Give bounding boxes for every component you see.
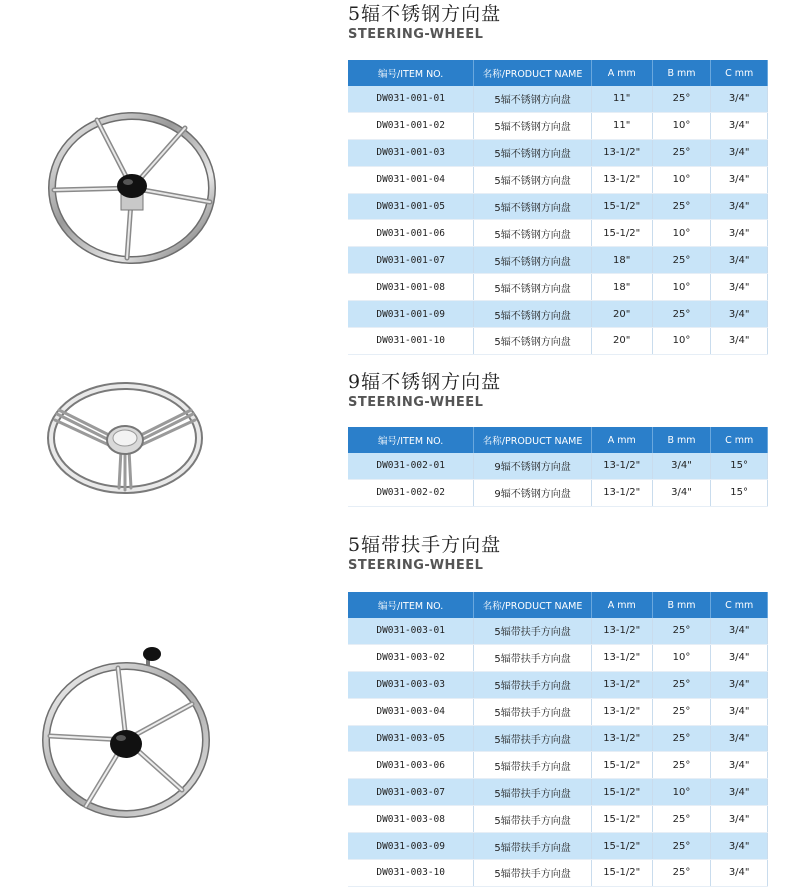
col-c-cell: 3/4" bbox=[711, 112, 768, 139]
section-title-en: STEERING-WHEEL bbox=[348, 27, 484, 42]
col-a-cell: 13-1/2" bbox=[591, 166, 652, 193]
col-product-name-cell: 5辐带扶手方向盘 bbox=[474, 779, 591, 806]
col-item-no-cell: DW031-003-09 bbox=[348, 833, 474, 860]
col-item-no-cell: DW031-003-06 bbox=[348, 752, 474, 779]
col-a-cell: 18" bbox=[591, 274, 652, 301]
col-b-cell: 10° bbox=[652, 644, 711, 671]
col-item-no-cell: DW031-003-03 bbox=[348, 671, 474, 698]
col-product-name-cell: 5辐带扶手方向盘 bbox=[474, 671, 591, 698]
col-product-name-cell: 5辐带扶手方向盘 bbox=[474, 618, 591, 644]
table-header-row bbox=[348, 592, 768, 618]
col-b-cell: 25° bbox=[652, 618, 711, 644]
col-item-no-cell: DW031-003-01 bbox=[348, 618, 474, 644]
col-c-header: C mm bbox=[711, 427, 768, 453]
section-five-spoke bbox=[348, 2, 768, 44]
col-product-name-cell: 9辐不锈钢方向盘 bbox=[474, 479, 591, 506]
col-c-cell: 3/4" bbox=[711, 247, 768, 274]
col-a-cell: 13-1/2" bbox=[591, 698, 652, 725]
table-row bbox=[348, 86, 768, 112]
table-header-row bbox=[348, 60, 768, 86]
col-c-cell: 3/4" bbox=[711, 644, 768, 671]
col-b-cell: 25° bbox=[652, 86, 711, 112]
col-product-name-header: 名称/PRODUCT NAME bbox=[474, 427, 591, 453]
col-a-cell: 20" bbox=[591, 301, 652, 328]
col-a-cell: 13-1/2" bbox=[591, 479, 652, 506]
col-product-name-cell: 5辐带扶手方向盘 bbox=[474, 725, 591, 752]
section-title-cn: 9辐不锈钢方向盘 bbox=[348, 371, 502, 393]
col-a-cell: 13-1/2" bbox=[591, 644, 652, 671]
col-a-header: A mm bbox=[591, 592, 652, 618]
col-b-cell: 3/4" bbox=[652, 453, 711, 479]
col-b-cell: 10° bbox=[652, 274, 711, 301]
col-product-name-cell: 5辐不锈钢方向盘 bbox=[474, 274, 591, 301]
col-product-name-cell: 5辐带扶手方向盘 bbox=[474, 860, 591, 887]
table-row bbox=[348, 752, 768, 779]
col-c-cell: 3/4" bbox=[711, 274, 768, 301]
col-item-no-cell: DW031-001-06 bbox=[348, 220, 474, 247]
col-a-cell: 15-1/2" bbox=[591, 779, 652, 806]
col-item-no-header: 编号/ITEM NO. bbox=[348, 427, 474, 453]
col-product-name-cell: 5辐不锈钢方向盘 bbox=[474, 193, 591, 220]
col-b-cell: 25° bbox=[652, 725, 711, 752]
col-b-cell: 25° bbox=[652, 247, 711, 274]
col-b-cell: 25° bbox=[652, 752, 711, 779]
table-row bbox=[348, 698, 768, 725]
table-row bbox=[348, 453, 768, 479]
col-b-header: B mm bbox=[652, 592, 711, 618]
col-b-cell: 10° bbox=[652, 328, 711, 355]
five-spoke-steering-wheel-with-knob-image bbox=[40, 640, 215, 820]
col-a-cell: 15-1/2" bbox=[591, 220, 652, 247]
col-product-name-cell: 5辐不锈钢方向盘 bbox=[474, 301, 591, 328]
table-row bbox=[348, 112, 768, 139]
col-item-no-cell: DW031-001-09 bbox=[348, 301, 474, 328]
col-product-name-cell: 5辐不锈钢方向盘 bbox=[474, 86, 591, 112]
col-a-cell: 13-1/2" bbox=[591, 618, 652, 644]
col-item-no-cell: DW031-001-05 bbox=[348, 193, 474, 220]
table-row bbox=[348, 806, 768, 833]
section-five-spoke-knob bbox=[348, 533, 768, 575]
col-item-no-cell: DW031-003-05 bbox=[348, 725, 474, 752]
col-item-no-cell: DW031-001-02 bbox=[348, 112, 474, 139]
col-product-name-cell: 9辐不锈钢方向盘 bbox=[474, 453, 591, 479]
section-nine-spoke bbox=[348, 370, 768, 412]
col-c-cell: 3/4" bbox=[711, 698, 768, 725]
col-c-cell: 15° bbox=[711, 453, 768, 479]
col-item-no-cell: DW031-003-07 bbox=[348, 779, 474, 806]
col-b-cell: 25° bbox=[652, 139, 711, 166]
col-item-no-cell: DW031-002-01 bbox=[348, 453, 474, 479]
col-item-no-header: 编号/ITEM NO. bbox=[348, 592, 474, 618]
col-c-cell: 3/4" bbox=[711, 725, 768, 752]
col-product-name-cell: 5辐带扶手方向盘 bbox=[474, 644, 591, 671]
col-c-cell: 3/4" bbox=[711, 193, 768, 220]
section-title-cn: 5辐不锈钢方向盘 bbox=[348, 3, 502, 25]
col-c-cell: 3/4" bbox=[711, 779, 768, 806]
col-a-cell: 13-1/2" bbox=[591, 671, 652, 698]
col-item-no-cell: DW031-001-01 bbox=[348, 86, 474, 112]
col-c-cell: 3/4" bbox=[711, 671, 768, 698]
col-item-no-cell: DW031-001-10 bbox=[348, 328, 474, 355]
col-c-cell: 3/4" bbox=[711, 860, 768, 887]
section-title-cn: 5辐带扶手方向盘 bbox=[348, 534, 502, 556]
col-item-no-cell: DW031-001-04 bbox=[348, 166, 474, 193]
col-item-no-cell: DW031-003-04 bbox=[348, 698, 474, 725]
col-product-name-cell: 5辐不锈钢方向盘 bbox=[474, 112, 591, 139]
col-b-cell: 25° bbox=[652, 806, 711, 833]
spec-table-five-spoke-knob bbox=[348, 592, 768, 887]
table-header-row bbox=[348, 427, 768, 453]
five-spoke-steering-wheel-image bbox=[45, 110, 220, 270]
col-product-name-cell: 5辐不锈钢方向盘 bbox=[474, 247, 591, 274]
col-item-no-header: 编号/ITEM NO. bbox=[348, 60, 474, 86]
col-b-cell: 25° bbox=[652, 860, 711, 887]
col-c-header: C mm bbox=[711, 60, 768, 86]
col-product-name-cell: 5辐不锈钢方向盘 bbox=[474, 139, 591, 166]
col-a-cell: 18" bbox=[591, 247, 652, 274]
table-row bbox=[348, 644, 768, 671]
col-a-cell: 20" bbox=[591, 328, 652, 355]
section-title-en: STEERING-WHEEL bbox=[348, 558, 484, 573]
table-row bbox=[348, 247, 768, 274]
col-b-cell: 25° bbox=[652, 193, 711, 220]
col-product-name-cell: 5辐带扶手方向盘 bbox=[474, 806, 591, 833]
spec-table-five-spoke bbox=[348, 60, 768, 355]
col-c-cell: 3/4" bbox=[711, 220, 768, 247]
table-row bbox=[348, 618, 768, 644]
col-product-name-cell: 5辐带扶手方向盘 bbox=[474, 698, 591, 725]
col-product-name-cell: 5辐不锈钢方向盘 bbox=[474, 328, 591, 355]
col-item-no-cell: DW031-002-02 bbox=[348, 479, 474, 506]
col-c-cell: 15° bbox=[711, 479, 768, 506]
col-a-cell: 15-1/2" bbox=[591, 193, 652, 220]
col-a-cell: 15-1/2" bbox=[591, 833, 652, 860]
col-product-name-cell: 5辐带扶手方向盘 bbox=[474, 833, 591, 860]
col-b-cell: 10° bbox=[652, 220, 711, 247]
col-c-cell: 3/4" bbox=[711, 806, 768, 833]
col-a-cell: 11" bbox=[591, 86, 652, 112]
nine-spoke-steering-wheel-image bbox=[45, 380, 205, 500]
col-c-cell: 3/4" bbox=[711, 618, 768, 644]
table-row bbox=[348, 301, 768, 328]
table-row bbox=[348, 725, 768, 752]
table-row bbox=[348, 671, 768, 698]
col-b-header: B mm bbox=[652, 427, 711, 453]
table-row bbox=[348, 166, 768, 193]
col-product-name-header: 名称/PRODUCT NAME bbox=[474, 592, 591, 618]
col-b-cell: 25° bbox=[652, 301, 711, 328]
col-item-no-cell: DW031-001-03 bbox=[348, 139, 474, 166]
col-a-cell: 15-1/2" bbox=[591, 806, 652, 833]
col-c-cell: 3/4" bbox=[711, 166, 768, 193]
table-row bbox=[348, 479, 768, 506]
col-a-cell: 11" bbox=[591, 112, 652, 139]
col-product-name-cell: 5辐带扶手方向盘 bbox=[474, 752, 591, 779]
col-c-cell: 3/4" bbox=[711, 301, 768, 328]
col-b-cell: 3/4" bbox=[652, 479, 711, 506]
table-row bbox=[348, 139, 768, 166]
col-product-name-cell: 5辐不锈钢方向盘 bbox=[474, 220, 591, 247]
col-item-no-cell: DW031-001-07 bbox=[348, 247, 474, 274]
col-item-no-cell: DW031-003-10 bbox=[348, 860, 474, 887]
col-b-cell: 10° bbox=[652, 779, 711, 806]
col-b-cell: 25° bbox=[652, 698, 711, 725]
col-c-cell: 3/4" bbox=[711, 328, 768, 355]
col-item-no-cell: DW031-001-08 bbox=[348, 274, 474, 301]
col-c-cell: 3/4" bbox=[711, 833, 768, 860]
col-b-cell: 25° bbox=[652, 671, 711, 698]
col-b-cell: 10° bbox=[652, 166, 711, 193]
col-b-cell: 25° bbox=[652, 833, 711, 860]
col-a-cell: 13-1/2" bbox=[591, 139, 652, 166]
table-row bbox=[348, 274, 768, 301]
col-product-name-cell: 5辐不锈钢方向盘 bbox=[474, 166, 591, 193]
col-product-name-header: 名称/PRODUCT NAME bbox=[474, 60, 591, 86]
table-row bbox=[348, 833, 768, 860]
col-item-no-cell: DW031-003-08 bbox=[348, 806, 474, 833]
table-row bbox=[348, 860, 768, 887]
spec-table-nine-spoke bbox=[348, 427, 768, 507]
table-row bbox=[348, 193, 768, 220]
col-c-cell: 3/4" bbox=[711, 752, 768, 779]
col-a-header: A mm bbox=[591, 427, 652, 453]
table-row bbox=[348, 220, 768, 247]
col-a-cell: 13-1/2" bbox=[591, 453, 652, 479]
col-a-cell: 15-1/2" bbox=[591, 860, 652, 887]
table-row bbox=[348, 328, 768, 355]
col-c-cell: 3/4" bbox=[711, 86, 768, 112]
col-c-header: C mm bbox=[711, 592, 768, 618]
col-a-header: A mm bbox=[591, 60, 652, 86]
col-c-cell: 3/4" bbox=[711, 139, 768, 166]
col-a-cell: 15-1/2" bbox=[591, 752, 652, 779]
col-item-no-cell: DW031-003-02 bbox=[348, 644, 474, 671]
col-b-header: B mm bbox=[652, 60, 711, 86]
col-a-cell: 13-1/2" bbox=[591, 725, 652, 752]
col-b-cell: 10° bbox=[652, 112, 711, 139]
section-title-en: STEERING-WHEEL bbox=[348, 395, 484, 410]
table-row bbox=[348, 779, 768, 806]
